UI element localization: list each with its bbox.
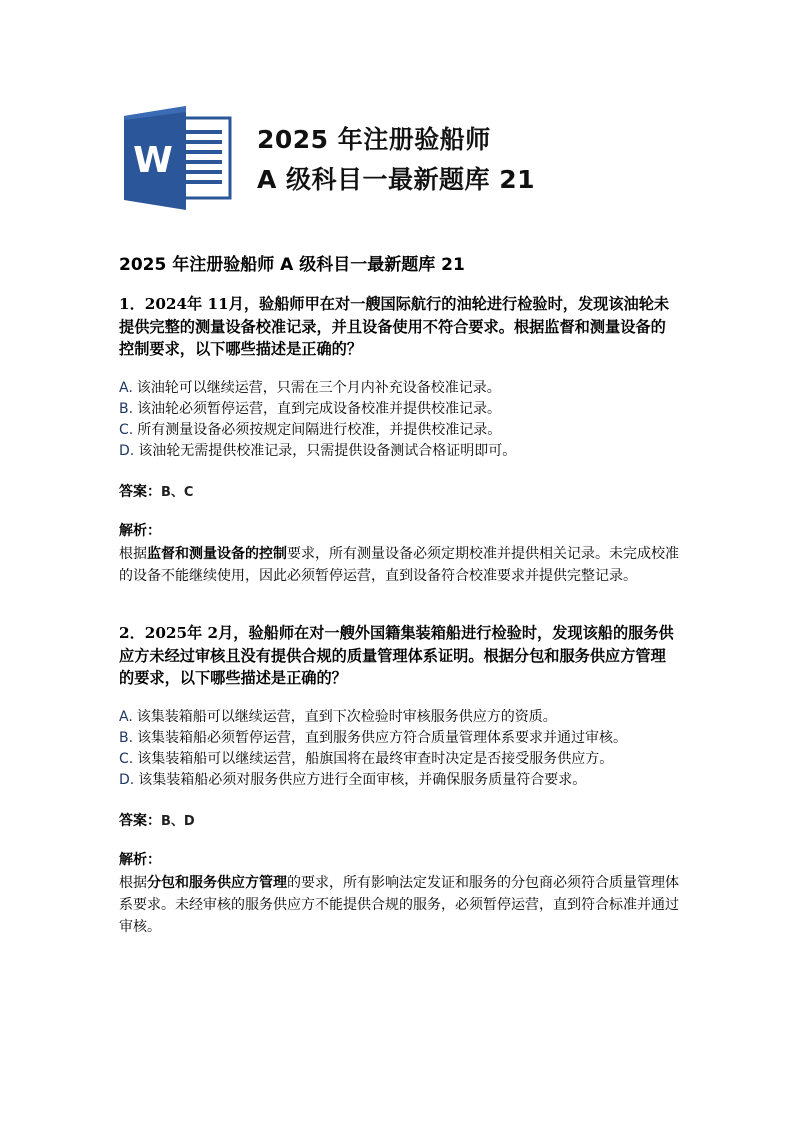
option-text: 该油轮无需提供校准记录，只需提供设备测试合格证明即可。 (138, 442, 517, 459)
answer-value: B、C (161, 484, 194, 500)
option-a (119, 707, 679, 728)
option-list (119, 707, 679, 791)
option-text: 该集装箱船必须暂停运营，直到服务供应方符合质量管理体系要求并通过审核。 (137, 729, 628, 746)
answer-value: B、D (161, 813, 195, 829)
question-stem: 1．2024年 11月，验船师甲在对一艘国际航行的油轮进行检验时，发现该油轮未提供完整的测量设备校准记录，并且设备使用不符合要求。根据监督和测量设备的控制要求，以下哪些描述是正确的？ (119, 295, 670, 358)
analysis-rest: 要求，所有测量设备必须定期校准并提供相关记录。未完成校准的设备不能继续使用，因此必须暂停运营，直到设备符合校准要求并提供完整记录。 (119, 545, 679, 584)
analysis-label: 解析： (119, 522, 161, 539)
question-1 (119, 293, 679, 587)
option-text: 该集装箱船必须对服务供应方进行全面审核，并确保服务质量符合要求。 (138, 771, 587, 788)
analysis-emphasis: 分包和服务供应方管理 (147, 874, 287, 891)
cover-title (257, 120, 535, 200)
option-letter: D. (119, 442, 135, 459)
analysis-label: 解析： (119, 851, 161, 868)
answer-label: 答案： (119, 483, 161, 500)
option-letter: D. (119, 771, 135, 788)
analysis-prefix: 根据 (119, 874, 147, 891)
word-document-icon (124, 106, 234, 210)
question-stem: 2．2025年 2月，验船师在对一艘外国籍集装箱船进行检验时，发现该船的服务供应方未经过审核且没有提供合规的质量管理体系证明。根据分包和服务供应方管理的要求，以下哪些描述是正确的？ (119, 624, 674, 687)
svg-text:W: W (133, 140, 173, 181)
option-text: 所有测量设备必须按规定间隔进行校准，并提供校准记录。 (137, 421, 502, 438)
option-b (119, 728, 679, 749)
option-d (119, 770, 679, 791)
option-a (119, 378, 679, 399)
cover-title-line-1: 2025 年注册验船师 (257, 125, 491, 154)
answer-line (119, 482, 679, 503)
option-text: 该油轮必须暂停运营，直到完成设备校准并提供校准记录。 (137, 400, 502, 417)
option-letter: A. (119, 379, 133, 396)
option-d (119, 441, 679, 462)
option-letter: C. (119, 750, 134, 767)
option-letter: B. (119, 729, 134, 746)
answer-label: 答案： (119, 812, 161, 829)
cover-title-line-2: A 级科目一最新题库 21 (257, 165, 536, 194)
analysis-prefix: 根据 (119, 545, 147, 562)
answer-line (119, 811, 679, 832)
option-text: 该集装箱船可以继续运营，直到下次检验时审核服务供应方的资质。 (136, 708, 557, 725)
option-letter: C. (119, 421, 134, 438)
option-letter: B. (119, 400, 134, 417)
document-title: 2025 年注册验船师 A 级科目一最新题库 21 (119, 255, 465, 275)
option-text: 该集装箱船可以继续运营，船旗国将在最终审查时决定是否接受服务供应方。 (137, 750, 614, 767)
question-2 (119, 622, 679, 938)
option-text: 该油轮可以继续运营，只需在三个月内补充设备校准记录。 (136, 379, 501, 396)
cover-header (124, 106, 584, 216)
analysis-text (119, 872, 679, 938)
option-letter: A. (119, 708, 133, 725)
option-b (119, 399, 679, 420)
option-c (119, 749, 679, 770)
option-list (119, 378, 679, 462)
analysis-text (119, 543, 679, 587)
analysis-rest: 的要求，所有影响法定发证和服务的分包商必须符合质量管理体系要求。未经审核的服务供应方不能提供合规的服务，必须暂停运营，直到符合标准并通过审核。 (119, 874, 679, 935)
analysis-emphasis: 监督和测量设备的控制 (147, 545, 287, 562)
option-c (119, 420, 679, 441)
